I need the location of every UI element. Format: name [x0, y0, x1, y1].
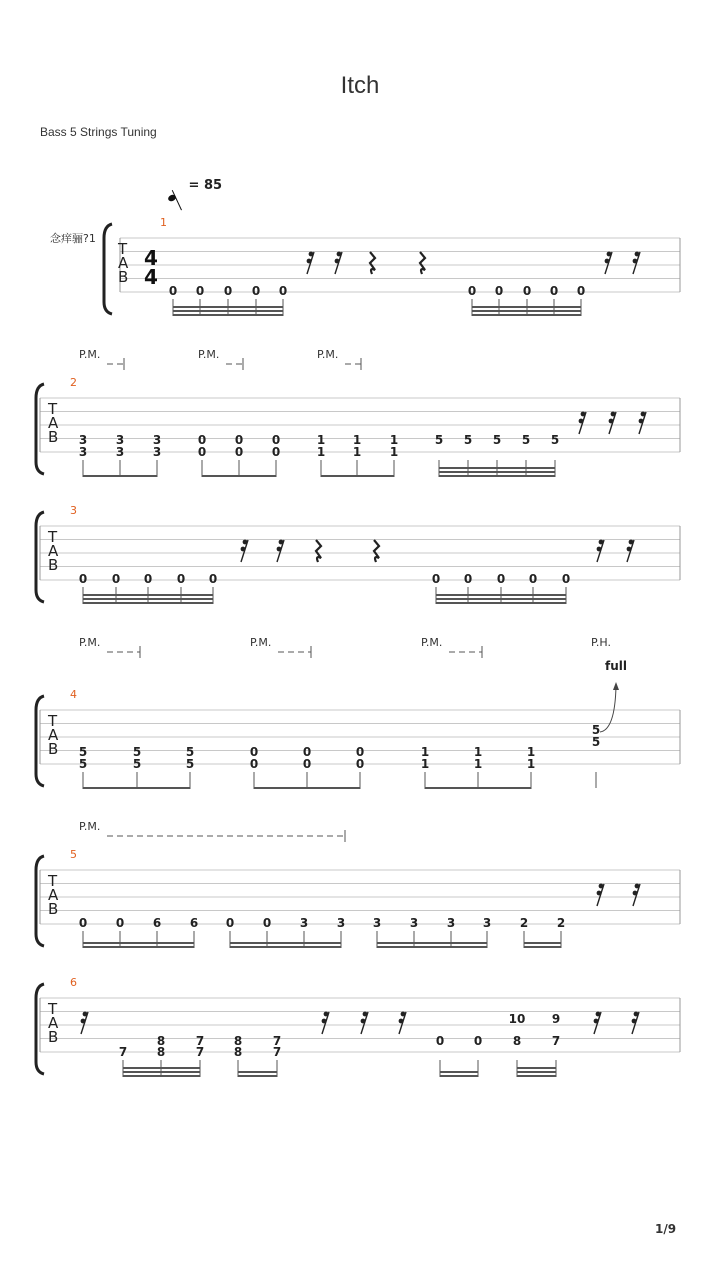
sixteenth-rest-flag [599, 540, 604, 545]
fret-number: 1 [389, 445, 399, 459]
fret-number: 0 [115, 916, 125, 930]
fret-number: 5 [185, 745, 195, 759]
fret-number: 1 [316, 433, 326, 447]
sixteenth-rest-flag [607, 252, 612, 257]
fret-number: 8 [233, 1045, 243, 1059]
note-beam [472, 310, 581, 312]
fret-number: 3 [409, 916, 419, 930]
note-beam [83, 942, 194, 944]
fret-number: 1 [389, 433, 399, 447]
page-number: 1/9 [655, 1222, 677, 1236]
sixteenth-rest-flag [309, 252, 314, 257]
system-bracket [104, 224, 112, 314]
quarter-rest [316, 540, 321, 562]
note-beam [238, 1071, 277, 1073]
fret-number: 3 [78, 445, 88, 459]
sixteenth-rest-flag [641, 412, 646, 417]
tempo-bpm: 85 [203, 178, 223, 193]
fret-number: 7 [272, 1034, 282, 1048]
fret-number: 0 [251, 284, 261, 298]
tab-clef-letter: A [48, 542, 59, 560]
fret-number: 3 [78, 433, 88, 447]
fret-number: 0 [271, 433, 281, 447]
note-beam [436, 598, 566, 600]
fret-number: 3 [336, 916, 346, 930]
fret-number: 5 [591, 735, 601, 749]
fret-number: 0 [249, 745, 259, 759]
fret-number: 1 [473, 757, 483, 771]
sixteenth-rest-flag [605, 259, 610, 264]
measure-number: 4 [70, 688, 77, 701]
palm-mute-label: P.M. [79, 636, 101, 649]
fret-number: 5 [78, 745, 88, 759]
note-beam [517, 1071, 556, 1073]
tab-clef-letter: T [48, 872, 58, 890]
note-beam [524, 942, 561, 944]
fret-number: 0 [249, 757, 259, 771]
fret-number: 0 [576, 284, 586, 298]
tab-clef-letter: T [48, 400, 58, 418]
note-beam [83, 475, 157, 477]
fret-number: 5 [463, 433, 473, 447]
fret-number: 0 [143, 572, 153, 586]
sixteenth-rest-flag [635, 252, 640, 257]
tab-clef-letter: B [48, 556, 59, 574]
sixteenth-rest-flag [635, 884, 640, 889]
fret-number: 3 [372, 916, 382, 930]
note-beam [202, 475, 276, 477]
note-beam [123, 1075, 200, 1077]
fret-number: 7 [551, 1034, 561, 1048]
fret-number: 6 [152, 916, 162, 930]
sixteenth-rest-flag [335, 259, 340, 264]
sixteenth-rest-flag [596, 1012, 601, 1017]
fret-number: 1 [352, 445, 362, 459]
fret-number: 0 [168, 284, 178, 298]
fret-number: 3 [115, 433, 125, 447]
tab-clef-letter: B [48, 1028, 59, 1046]
fret-number: 0 [262, 916, 272, 930]
sixteenth-rest-flag [83, 1012, 88, 1017]
tab-clef-letter: A [48, 886, 59, 904]
fret-number: 8 [512, 1034, 522, 1048]
note-beam [238, 1075, 277, 1077]
tab-clef-letter: A [48, 726, 59, 744]
tab-clef-letter: T [48, 712, 58, 730]
sixteenth-rest-flag [81, 1019, 86, 1024]
fret-number: 0 [494, 284, 504, 298]
fret-number: 2 [519, 916, 529, 930]
measure-number: 3 [70, 504, 77, 517]
sixteenth-rest-flag [363, 1012, 368, 1017]
fret-number: 0 [223, 284, 233, 298]
song-title: Itch [340, 72, 380, 99]
note-beam [440, 1075, 478, 1077]
sixteenth-rest-flag [594, 1019, 599, 1024]
measure-number: 6 [70, 976, 77, 989]
note-beam [230, 942, 341, 944]
sixteenth-rest-flag [597, 547, 602, 552]
fret-number: 3 [482, 916, 492, 930]
fret-number: 7 [118, 1045, 128, 1059]
quarter-rest [420, 252, 425, 274]
bend-label: full [605, 659, 627, 673]
sixteenth-rest-flag [361, 1019, 366, 1024]
sixteenth-rest-flag [581, 412, 586, 417]
note-beam [517, 1067, 556, 1069]
fret-number: 0 [197, 445, 207, 459]
fret-number: 0 [549, 284, 559, 298]
sixteenth-rest-flag [307, 259, 312, 264]
sixteenth-rest-flag [633, 891, 638, 896]
fret-number: 0 [302, 745, 312, 759]
fret-number: 0 [111, 572, 121, 586]
sixteenth-rest-flag [399, 1019, 404, 1024]
tab-clef-letter: A [48, 414, 59, 432]
fret-number: 2 [556, 916, 566, 930]
sixteenth-rest-flag [277, 547, 282, 552]
sixteenth-rest-flag [337, 252, 342, 257]
sixteenth-rest-flag [579, 419, 584, 424]
fret-number: 0 [522, 284, 532, 298]
fret-number: 1 [526, 757, 536, 771]
tab-clef-letter: T [48, 528, 58, 546]
fret-number: 5 [132, 745, 142, 759]
note-beam [436, 602, 566, 604]
note-beam [173, 314, 283, 316]
note-beam [377, 942, 487, 944]
note-beam [83, 598, 213, 600]
fret-number: 0 [208, 572, 218, 586]
sixteenth-rest-flag [597, 891, 602, 896]
fret-number: 5 [132, 757, 142, 771]
note-beam [83, 602, 213, 604]
note-beam [517, 1075, 556, 1077]
fret-number: 5 [78, 757, 88, 771]
measure-number: 5 [70, 848, 77, 861]
sixteenth-rest-flag [279, 540, 284, 545]
measure-number: 2 [70, 376, 77, 389]
tab-clef-letter: B [48, 900, 59, 918]
note-beam [83, 594, 213, 596]
fret-number: 1 [352, 433, 362, 447]
fret-number: 3 [152, 445, 162, 459]
note-beam [254, 787, 360, 789]
fret-number: 7 [195, 1034, 205, 1048]
fret-number: 0 [355, 745, 365, 759]
tab-clef-letter: B [118, 268, 129, 286]
sixteenth-rest-flag [609, 419, 614, 424]
fret-number: 5 [434, 433, 444, 447]
fret-number: 1 [526, 745, 536, 759]
sixteenth-rest-flag [599, 884, 604, 889]
sixteenth-rest-flag [639, 419, 644, 424]
note-beam [321, 475, 394, 477]
note-beam [83, 946, 194, 948]
fret-number: 7 [272, 1045, 282, 1059]
bend-curve [600, 686, 616, 732]
note-beam [439, 467, 555, 469]
fret-number: 10 [508, 1012, 526, 1026]
sixteenth-rest-flag [243, 540, 248, 545]
tab-clef-letter: A [48, 1014, 59, 1032]
fret-number: 0 [496, 572, 506, 586]
fret-number: 0 [78, 572, 88, 586]
fret-number: 8 [156, 1034, 166, 1048]
fret-number: 5 [492, 433, 502, 447]
fret-number: 9 [551, 1012, 561, 1026]
sixteenth-rest-flag [324, 1012, 329, 1017]
palm-mute-label: P.M. [421, 636, 443, 649]
sixteenth-rest-flag [627, 547, 632, 552]
sixteenth-rest-flag [241, 547, 246, 552]
note-beam [436, 594, 566, 596]
fret-number: 5 [550, 433, 560, 447]
fret-number: 0 [176, 572, 186, 586]
fret-number: 0 [463, 572, 473, 586]
fret-number: 8 [156, 1045, 166, 1059]
tab-clef-letter: T [118, 240, 128, 258]
time-signature-denominator: 4 [144, 265, 158, 289]
fret-number: 3 [446, 916, 456, 930]
fret-number: 0 [197, 433, 207, 447]
fret-number: 0 [473, 1034, 483, 1048]
measure-number: 1 [160, 216, 167, 229]
palm-mute-label: P.M. [79, 348, 101, 361]
note-beam [524, 946, 561, 948]
note-beam [123, 1067, 200, 1069]
tab-clef-letter: B [48, 740, 59, 758]
palm-mute-label: P.M. [198, 348, 220, 361]
note-beam [123, 1071, 200, 1073]
note-beam [173, 306, 283, 308]
fret-number: 1 [473, 745, 483, 759]
sixteenth-rest-flag [611, 412, 616, 417]
palm-mute-label: P.M. [317, 348, 339, 361]
tempo-equals: = [188, 178, 200, 193]
fret-number: 1 [420, 757, 430, 771]
fret-number: 0 [431, 572, 441, 586]
palm-mute-label: P.M. [250, 636, 272, 649]
time-signature-numerator: 4 [144, 246, 158, 270]
fret-number: 1 [420, 745, 430, 759]
fret-number: 0 [78, 916, 88, 930]
fret-number: 0 [234, 445, 244, 459]
note-beam [439, 475, 555, 477]
fret-number: 0 [195, 284, 205, 298]
sixteenth-rest-flag [322, 1019, 327, 1024]
note-beam [230, 946, 341, 948]
tab-clef-letter: T [48, 1000, 58, 1018]
tab-clef-letter: A [118, 254, 129, 272]
bend-arrowhead [613, 682, 619, 690]
palm-mute-label: P.M. [79, 820, 101, 833]
note-beam [439, 471, 555, 473]
note-beam [440, 1071, 478, 1073]
fret-number: 5 [185, 757, 195, 771]
fret-number: 0 [271, 445, 281, 459]
note-beam [472, 306, 581, 308]
fret-number: 0 [278, 284, 288, 298]
quarter-rest [374, 540, 379, 562]
tab-clef-letter: B [48, 428, 59, 446]
fret-number: 6 [189, 916, 199, 930]
fret-number: 0 [561, 572, 571, 586]
fret-number: 3 [115, 445, 125, 459]
fret-number: 0 [302, 757, 312, 771]
track-name: 念痒骊?1 [50, 232, 96, 245]
fret-number: 7 [195, 1045, 205, 1059]
sixteenth-rest-flag [401, 1012, 406, 1017]
fret-number: 0 [467, 284, 477, 298]
note-beam [173, 310, 283, 312]
note-beam [377, 946, 487, 948]
quarter-rest [370, 252, 375, 274]
fret-number: 8 [233, 1034, 243, 1048]
fret-number: 0 [528, 572, 538, 586]
sixteenth-rest-flag [633, 259, 638, 264]
pinch-harmonic-label: P.H. [591, 636, 611, 649]
fret-number: 3 [152, 433, 162, 447]
fret-number: 0 [234, 433, 244, 447]
sixteenth-rest-flag [634, 1012, 639, 1017]
sixteenth-rest-flag [629, 540, 634, 545]
fret-number: 5 [521, 433, 531, 447]
fret-number: 1 [316, 445, 326, 459]
sixteenth-rest-flag [632, 1019, 637, 1024]
fret-number: 0 [225, 916, 235, 930]
note-beam [472, 314, 581, 316]
fret-number: 0 [355, 757, 365, 771]
fret-number: 0 [435, 1034, 445, 1048]
note-beam [425, 787, 531, 789]
note-beam [83, 787, 190, 789]
fret-number: 3 [299, 916, 309, 930]
tuning-label: Bass 5 Strings Tuning [40, 125, 157, 139]
fret-number: 5 [591, 723, 601, 737]
